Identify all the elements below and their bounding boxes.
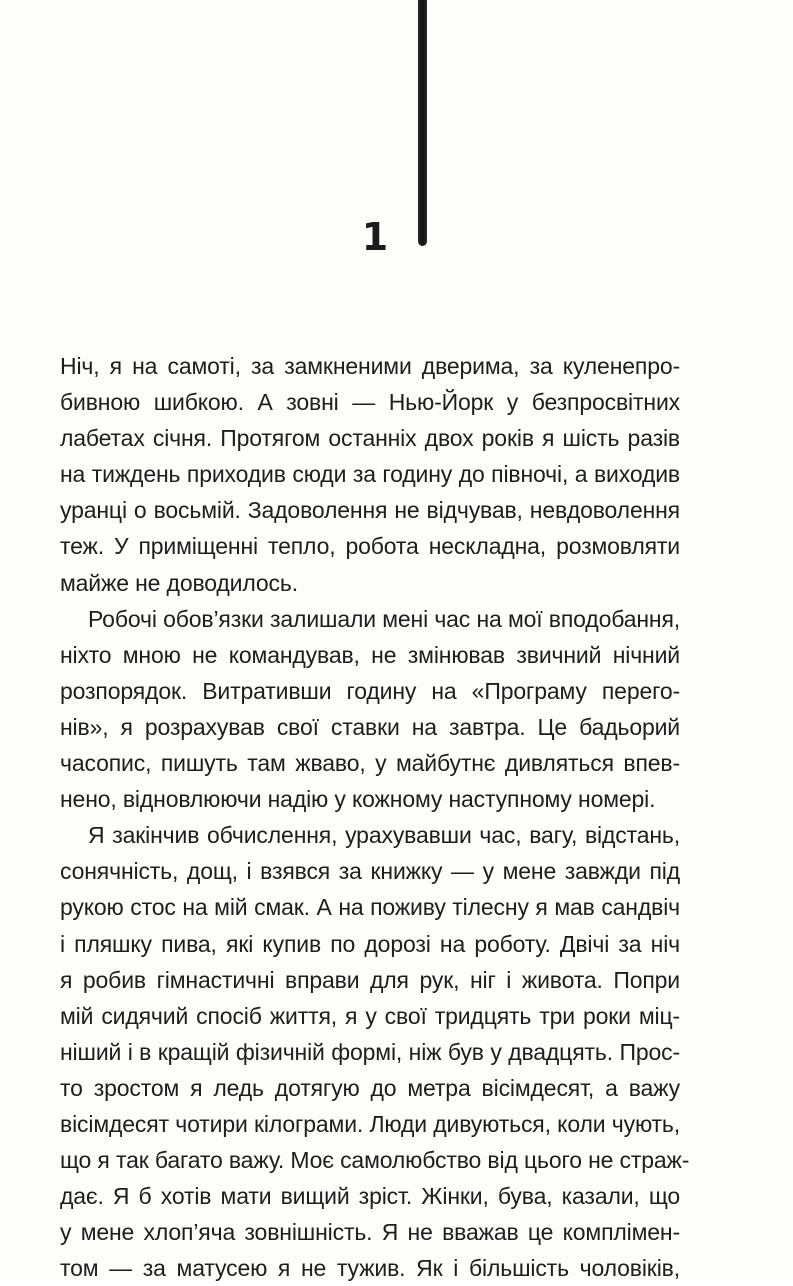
text-line: том — за матусею я не тужив. Як і більшість чоловіків, xyxy=(60,1255,680,1282)
chapter-number: 1 xyxy=(361,215,389,259)
text-line: майже не доводилось. xyxy=(60,569,298,596)
text-line: лабетах січня. Протягом останніх двох років я шість разів xyxy=(60,425,680,452)
text-line: нено, відновлюючи надію у кожному наступному номері. xyxy=(60,786,656,813)
paragraph-3 xyxy=(60,817,690,1286)
text-line: то зростом я ледь дотягую до метра вісімдесят, а важу xyxy=(60,1074,680,1101)
text-line: Я закінчив обчислення, урахувавши час, вагу, відстань, xyxy=(88,822,680,849)
chapter-rule-decoration xyxy=(418,0,427,246)
text-line: часопис, пишуть там жваво, у майбутнє дивляться впев- xyxy=(60,750,680,777)
text-line: я робив гімнастичні вправи для рук, ніг і живота. Попри xyxy=(60,966,680,993)
text-line: і пляшку пива, які купив по дорозі на роботу. Двічі за ніч xyxy=(60,930,680,957)
body-text xyxy=(60,348,690,1286)
text-line: ніхто мною не командував, не змінював звичний нічний xyxy=(60,641,680,668)
text-line: у мене хлоп’яча зовнішність. Я не вважав це комплімен- xyxy=(60,1219,680,1246)
text-line: Ніч, я на самоті, за замкненими дверима, за куленепро- xyxy=(60,353,680,379)
text-line: рукою стос на мій смак. А на поживу тілесну я мав сандвіч xyxy=(60,894,680,921)
text-line: бивною шибкою. А зовні — Нью-Йорк у безпросвітних xyxy=(60,389,680,416)
text-line: нів», я розрахував свої ставки на завтра. Це бадьорий xyxy=(60,713,680,740)
text-line: мій сидячий спосіб життя, я у свої тридцять три роки міц- xyxy=(60,1002,680,1029)
text-line: теж. У приміщенні тепло, робота нескладна, розмовляти xyxy=(60,533,680,560)
paragraph-1 xyxy=(60,348,680,601)
text-line: дає. Я б хотів мати вищий зріст. Жінки, бува, казали, що xyxy=(60,1183,680,1210)
text-line: сонячність, дощ, і взявся за книжку — у мене завжди під xyxy=(60,858,680,885)
text-line: що я так багато важу. Моє самолюбство від цього не страж- xyxy=(60,1147,690,1174)
text-line: ніший і в кращій фізичній формі, ніж був у двадцять. Прос- xyxy=(60,1038,680,1065)
text-line: вісімдесят чотири кілограми. Люди дивуються, коли чують, xyxy=(60,1110,680,1137)
text-line: Робочі обов’язки залишали мені час на мої вподобання, xyxy=(88,605,680,632)
text-line: на тиждень приходив сюди за годину до півночі, а виходив xyxy=(60,461,680,488)
paragraph-2 xyxy=(60,601,680,818)
text-line: розпорядок. Витративши годину на «Програму перего- xyxy=(60,677,680,704)
text-line: уранці о восьмій. Задоволення не відчував, невдоволення xyxy=(60,497,680,524)
